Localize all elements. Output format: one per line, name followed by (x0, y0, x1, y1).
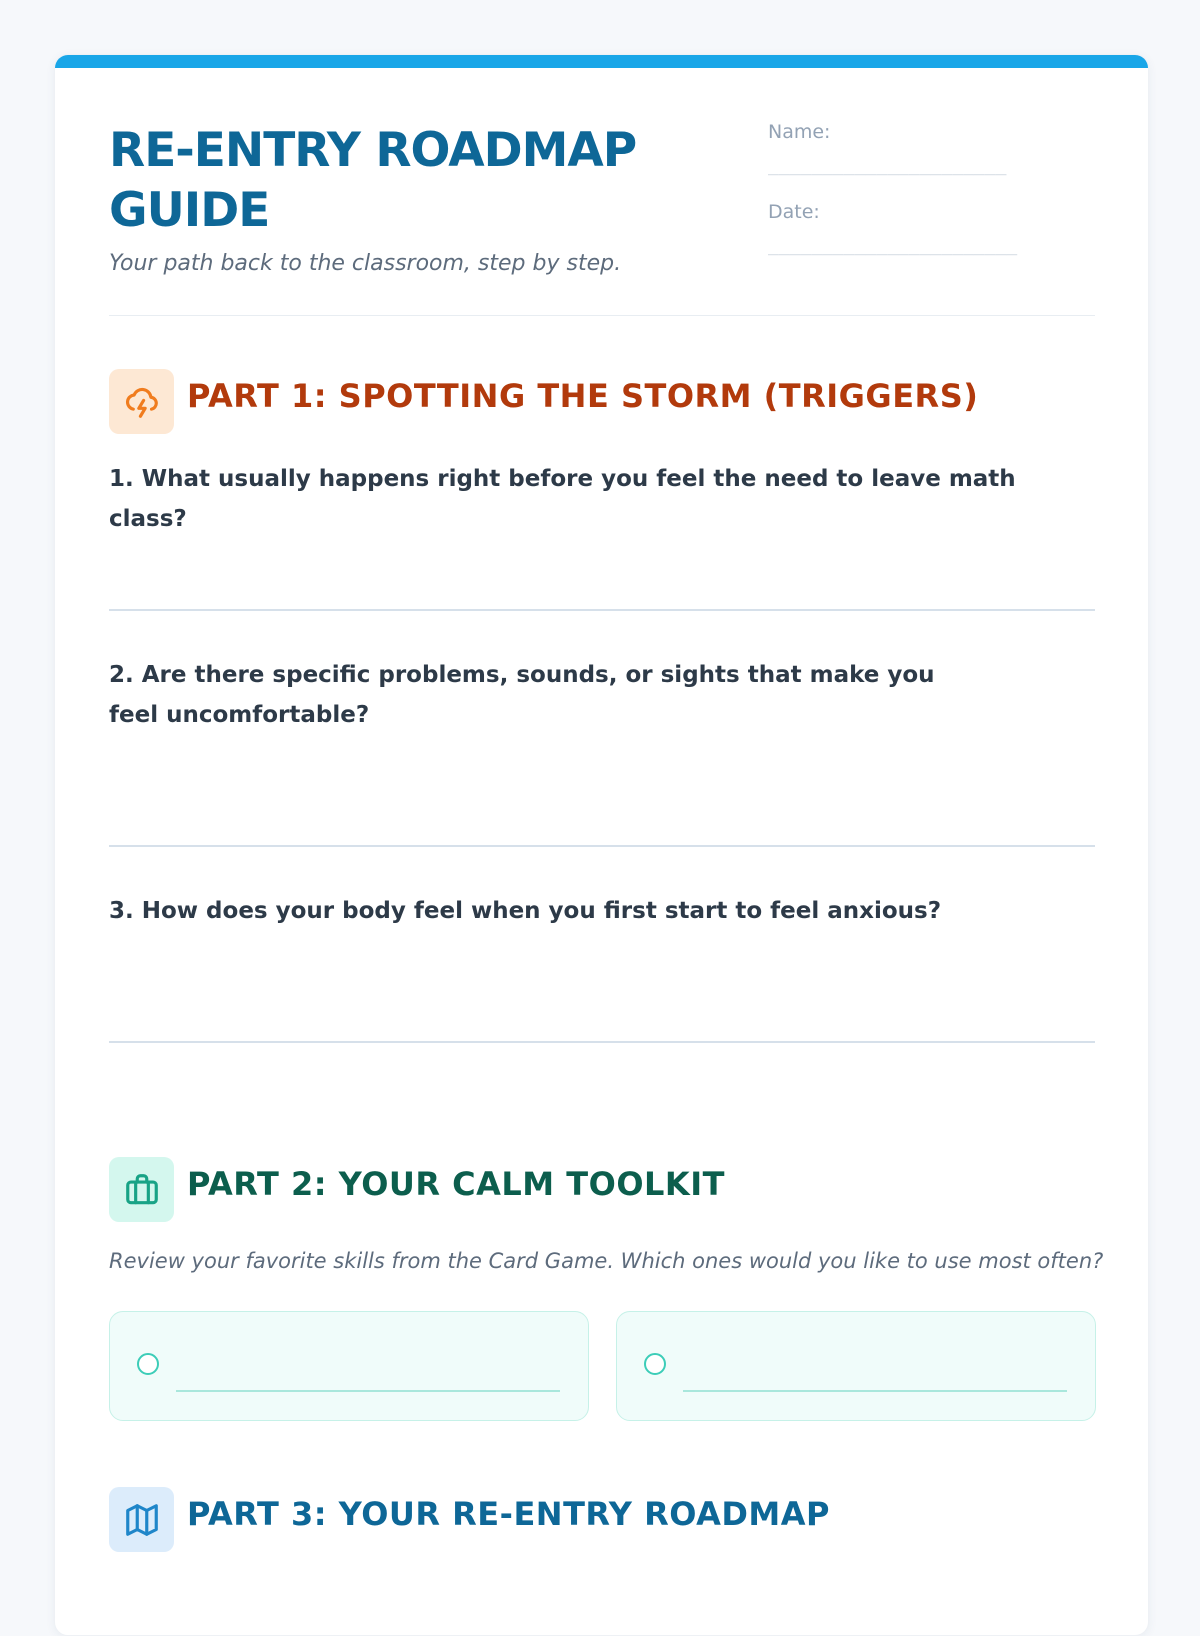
accent-bar (55, 55, 1148, 68)
part3-icon-box (109, 1487, 174, 1552)
answer-line-3[interactable] (109, 1041, 1095, 1043)
skill-radio-2[interactable] (644, 1353, 666, 1375)
header-divider (109, 315, 1095, 316)
part3-title: PART 3: YOUR RE-ENTRY ROADMAP (187, 1495, 830, 1533)
skill-answer-line-2[interactable] (683, 1390, 1067, 1392)
part1-icon-box (109, 369, 174, 434)
map-icon (123, 1501, 161, 1539)
skill-choice-1[interactable] (109, 1311, 589, 1421)
page-subtitle: Your path back to the classroom, step by step. (109, 251, 622, 276)
name-field[interactable]: ______________________ (768, 155, 1007, 176)
skill-radio-1[interactable] (137, 1353, 159, 1375)
answer-line-1[interactable] (109, 609, 1095, 611)
question-1: 1. What usually happens right before you feel the need to leave math class? (109, 466, 1016, 532)
answer-line-2[interactable] (109, 845, 1095, 847)
part2-instruction: Review your favorite skills from the Card Game. Which ones would you like to use most often? (109, 1249, 1104, 1273)
toolkit-icon (123, 1171, 161, 1209)
part1-title: PART 1: SPOTTING THE STORM (TRIGGERS) (187, 377, 979, 415)
worksheet-card (54, 54, 1149, 1636)
question-2: 2. Are there specific problems, sounds, or sights that make you feel uncomfortable? (109, 662, 935, 728)
date-field[interactable]: _______________________ (768, 235, 1018, 256)
skill-choice-2[interactable] (616, 1311, 1096, 1421)
page-title: RE-ENTRY ROADMAP GUIDE (109, 123, 637, 238)
date-label: Date: (768, 201, 820, 223)
part2-icon-box (109, 1157, 174, 1222)
storm-cloud-icon (123, 383, 161, 421)
skill-answer-line-1[interactable] (176, 1390, 560, 1392)
part2-title: PART 2: YOUR CALM TOOLKIT (187, 1165, 725, 1203)
name-label: Name: (768, 121, 831, 143)
question-3: 3. How does your body feel when you first start to feel anxious? (109, 898, 942, 924)
